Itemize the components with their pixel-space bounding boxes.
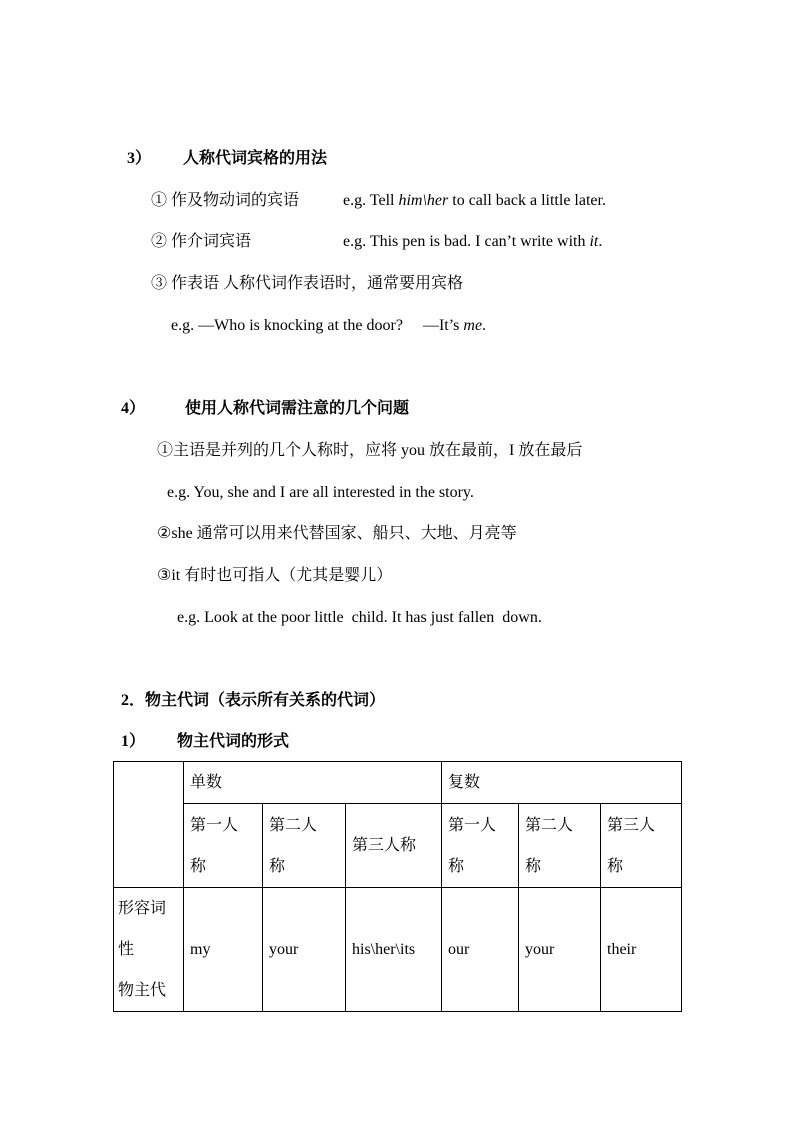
example-emphasis: it (589, 233, 599, 250)
section-3-item-2 (151, 231, 251, 253)
header-third-person-singular: 第三人称 (346, 804, 442, 888)
header-first-person-plural (442, 804, 519, 888)
part-2-sub-title: 物主代词的形式 (177, 733, 290, 750)
example-text: . (598, 233, 603, 250)
cell-line: 第三人 (607, 816, 656, 834)
item-marker: ③ (151, 275, 168, 292)
section-4-heading (121, 398, 409, 420)
cell-line: 第一人 (190, 816, 239, 834)
section-4-example-1: e.g. You, she and I are all interested in the story. (167, 484, 474, 501)
part-2-heading: 2．物主代词（表示所有关系的代词） (121, 692, 386, 709)
possessive-pronoun-table (113, 761, 682, 1012)
header-second-person-singular (263, 804, 346, 888)
example-emphasis: him\her (398, 192, 449, 209)
table-corner-cell (114, 762, 184, 888)
cell-line: 称 (607, 857, 624, 875)
header-plural: 复数 (442, 762, 682, 804)
item-label: 作表语 人称代词作表语时，通常要用宾格 (171, 275, 464, 292)
cell-line: 第二人 (525, 816, 574, 834)
cell-our: our (442, 888, 519, 1012)
example-text: to call back a little later. (448, 192, 606, 209)
section-4-example-3: e.g. Look at the poor little child. It has just fallen down. (177, 609, 542, 626)
cell-my: my (184, 888, 263, 1012)
table-person-row (114, 804, 682, 888)
section-3-number: 3） (127, 150, 152, 167)
cell-line: 第二人 (269, 816, 318, 834)
cell-line: 性 (118, 941, 135, 958)
cell-line: 形容词 (118, 900, 167, 917)
part-2-subheading (121, 731, 289, 753)
section-3-heading (127, 148, 327, 170)
table-header-row (114, 762, 682, 804)
section-4-item-3: ③it 有时也可指人（尤其是婴儿） (157, 567, 393, 584)
header-first-person-singular (184, 804, 263, 888)
section-3-example-2 (343, 231, 602, 253)
section-4-item-2: ②she 通常可以用来代替国家、船只、大地、月亮等 (157, 525, 517, 542)
example-text: . (482, 317, 487, 334)
cell-your-singular: your (263, 888, 346, 1012)
section-4-item-1: ①主语是并列的几个人称时，应将 you 放在最前，I 放在最后 (157, 442, 583, 459)
part-2-sub-number: 1） (121, 733, 146, 750)
cell-their: their (601, 888, 682, 1012)
section-3-item-3 (151, 273, 463, 295)
section-4-title: 使用人称代词需注意的几个问题 (185, 400, 410, 417)
section-3-title: 人称代词宾格的用法 (183, 150, 328, 167)
header-third-person-plural (601, 804, 682, 888)
header-singular: 单数 (184, 762, 442, 804)
cell-line: 物主代 (118, 982, 167, 999)
cell-his-her-its: his\her\its (346, 888, 442, 1012)
header-second-person-plural (519, 804, 601, 888)
item-label: 作介词宾语 (171, 233, 252, 250)
section-3-item-1 (151, 190, 299, 212)
item-marker: ① (151, 192, 168, 209)
cell-line: 称 (269, 857, 286, 875)
section-3-example-1 (343, 190, 606, 212)
row-label-adjective-possessive (114, 888, 184, 1012)
example-text: e.g. Tell (343, 192, 399, 209)
example-text: e.g. —Who is knocking at the door? —It’s (171, 317, 464, 334)
example-emphasis: me (463, 317, 483, 334)
item-label: 作及物动词的宾语 (171, 192, 300, 209)
cell-line: 称 (190, 857, 207, 875)
example-text: e.g. This pen is bad. I can’t write with (343, 233, 590, 250)
cell-your-plural: your (519, 888, 601, 1012)
cell-line: 称 (448, 857, 465, 875)
section-4-number: 4） (121, 400, 146, 417)
cell-line: 第一人 (448, 816, 497, 834)
section-3-example-3 (171, 315, 486, 337)
cell-line: 称 (525, 857, 542, 875)
table-row (114, 888, 682, 1012)
item-marker: ② (151, 233, 168, 250)
